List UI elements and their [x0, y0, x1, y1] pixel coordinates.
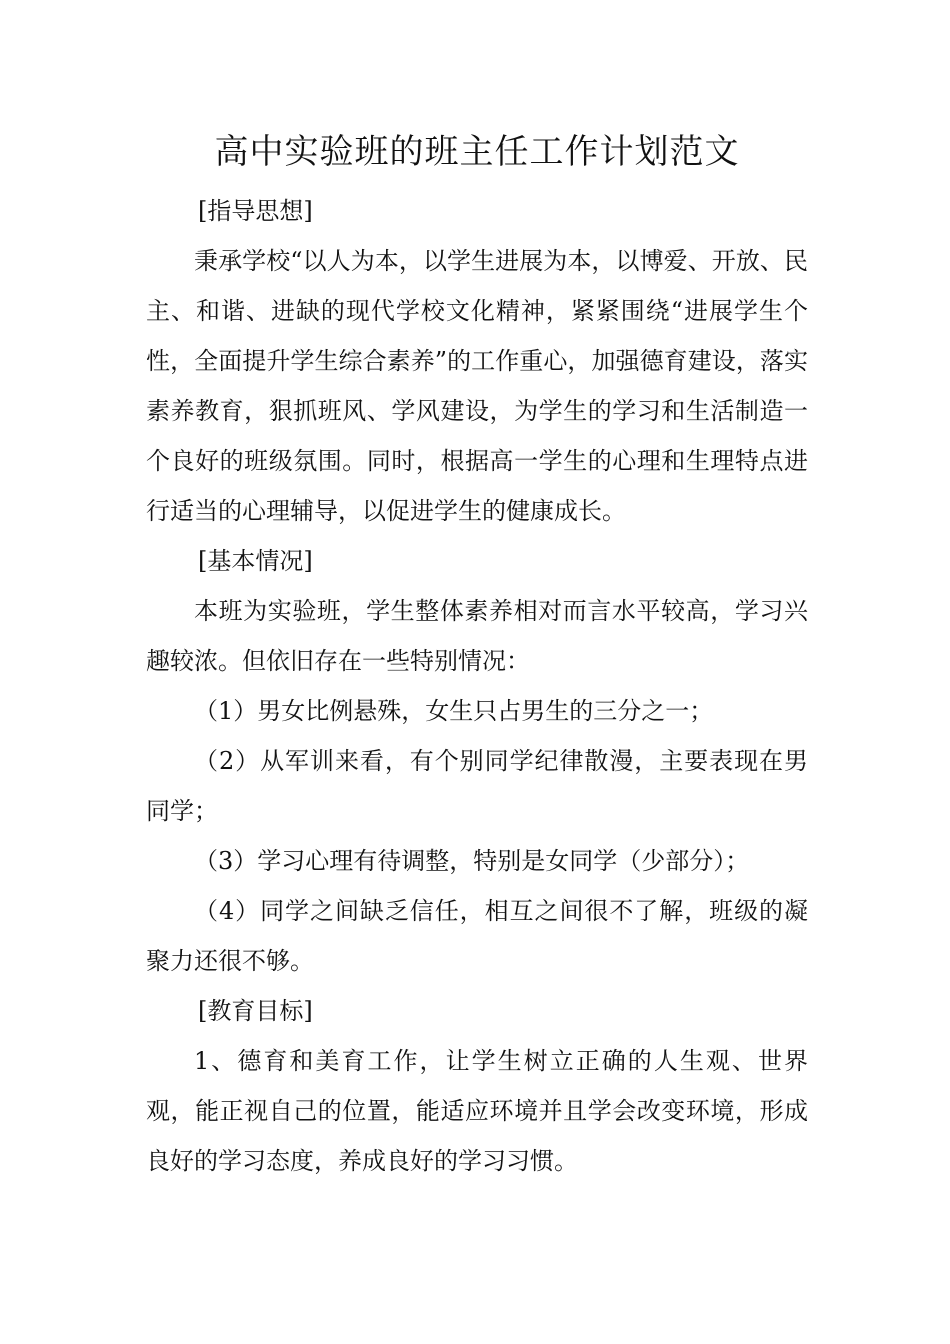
- list-item: （4）同学之间缺乏信任，相互之间很不了解，班级的凝聚力还很不够。: [146, 897, 808, 975]
- paragraph-basic: 本班为实验班，学生整体素养相对而言水平较高，学习兴趣较浓。但依旧存在一些特别情况：: [146, 597, 808, 675]
- document-body: [146, 124, 808, 1186]
- section-heading-basic: [基本情况]: [198, 547, 313, 575]
- list-item: （2）从军训来看，有个别同学纪律散漫，主要表现在男同学；: [146, 747, 808, 825]
- section-heading-guiding: [指导思想]: [198, 197, 313, 225]
- list-item: （1）男女比例悬殊，女生只占男生的三分之一；: [194, 697, 714, 725]
- section-heading-goals: [教育目标]: [198, 997, 313, 1025]
- paragraph-goals: 1、德育和美育工作，让学生树立正确的人生观、世界观，能正视自己的位置，能适应环境并且学会改变环境，形成良好的学习态度，养成良好的学习习惯。: [146, 1047, 808, 1175]
- list-item: （3）学习心理有待调整，特别是女同学（少部分）；: [194, 847, 750, 875]
- paragraph-guiding: 秉承学校“以人为本，以学生进展为本，以博爱、开放、民主、和谐、进缺的现代学校文化精神，紧紧围绕“进展学生个性，全面提升学生综合素养”的工作重心，加强德育建设，落实素养教育，狠抓班风、学风建设，为学生的学习和生活制造一个良好的班级氛围。同时，根据高一学生的心理和生理特点进行适当的心理辅导，以促进学生的健康成长。: [146, 247, 808, 525]
- document-title: 高中实验班的班主任工作计划范文: [214, 132, 740, 172]
